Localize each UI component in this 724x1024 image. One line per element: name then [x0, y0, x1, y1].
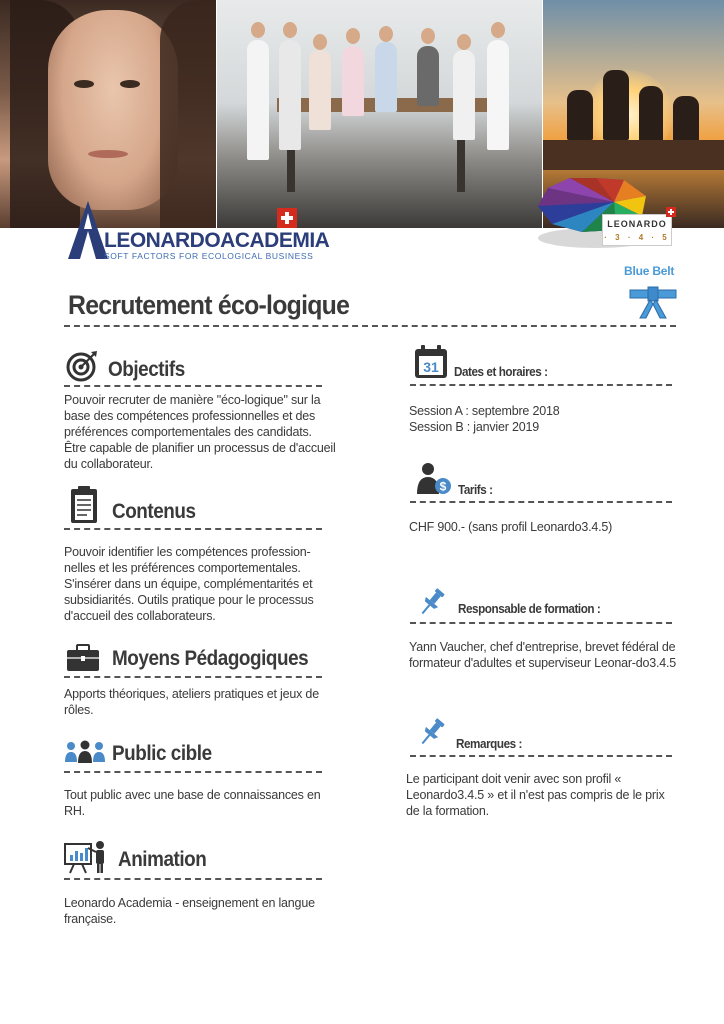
divider	[64, 771, 322, 773]
photo-team-meeting	[217, 0, 542, 228]
session-a: Session A : septembre 2018	[409, 404, 560, 418]
briefcase-icon	[66, 644, 100, 672]
leonardo-academia-logo	[64, 199, 330, 261]
section-title-animation: Animation	[118, 848, 207, 871]
section-title-contenus: Contenus	[112, 500, 196, 523]
leonardo-badge	[602, 214, 672, 246]
pushpin-icon	[416, 716, 448, 748]
calendar-icon	[414, 345, 448, 379]
divider	[410, 755, 672, 757]
belt-level-label: Blue Belt	[624, 264, 675, 278]
pushpin-icon	[416, 586, 448, 618]
section-title-public: Public cible	[112, 742, 212, 765]
session-b: Session B : janvier 2019	[409, 420, 540, 434]
divider	[410, 384, 672, 386]
section-title-dates: Dates et horaires :	[454, 364, 548, 379]
section-title-moyens: Moyens Pédagogiques	[112, 647, 309, 670]
animation-text: Leonardo Academia - enseignement en langue française.	[64, 896, 315, 926]
responsable-text: Yann Vaucher, chef d'entreprise, brevet fédéral de formateur d'adultes et superviseur Leonar-do3.4.5	[409, 640, 677, 670]
section-title-objectifs: Objectifs	[108, 358, 185, 381]
page-title: Recrutement éco-logique	[68, 290, 350, 320]
divider	[64, 385, 322, 387]
presenter-icon	[64, 840, 108, 874]
target-icon	[66, 350, 98, 382]
calendar-day-number: 31	[423, 359, 439, 375]
photo-woman-portrait	[0, 0, 216, 228]
section-title-responsable: Responsable de formation :	[458, 601, 601, 616]
blue-belt-icon	[628, 282, 678, 320]
public-text: Tout public avec une base de connaissances en RH.	[64, 788, 321, 818]
logo-tagline: SOFT FACTORS FOR ECOLOGICAL BUSINESS	[104, 251, 314, 261]
people-icon	[64, 740, 106, 764]
swiss-flag-small-icon	[666, 207, 676, 217]
price-person-icon	[414, 462, 454, 496]
section-title-remarques: Remarques :	[456, 736, 522, 751]
contenus-text: Pouvoir identifier les compétences profession-nelles et les préférences comportementales. S'insérer dans un équipe, complémentarités et subsidiarités. Outils pratique pour le processus d'accueil des collaborateurs.	[64, 545, 314, 623]
tarifs-text: CHF 900.- (sans profil Leonardo3.4.5)	[409, 520, 613, 534]
divider	[410, 501, 672, 503]
title-divider	[64, 325, 676, 327]
swiss-flag-icon	[277, 208, 297, 228]
divider	[64, 528, 322, 530]
divider	[64, 676, 322, 678]
section-title-tarifs: Tarifs :	[458, 482, 493, 497]
divider	[64, 878, 322, 880]
svg-text:$: $	[439, 479, 447, 494]
remarques-text: Le participant doit venir avec son profil « Leonardo3.4.5 » et il n'est pas compris de le prix de la formation.	[406, 772, 665, 818]
leonardo-badge-version: · 3 · 4 · 5	[604, 233, 670, 242]
objectifs-text: Pouvoir recruter de manière "éco-logique" sur la base des compétences professionnelles et des préférences comportementales des candidats. Être capable de planifier un processus de d'accueil du collaborateur.	[64, 393, 336, 471]
clipboard-icon	[70, 486, 98, 524]
logo-title: LEONARDOACADEMIA	[104, 229, 330, 252]
moyens-text: Apports théoriques, ateliers pratiques et jeux de rôles.	[64, 687, 319, 717]
divider	[410, 622, 672, 624]
leonardo-badge-name: LEONARDO	[607, 219, 667, 229]
